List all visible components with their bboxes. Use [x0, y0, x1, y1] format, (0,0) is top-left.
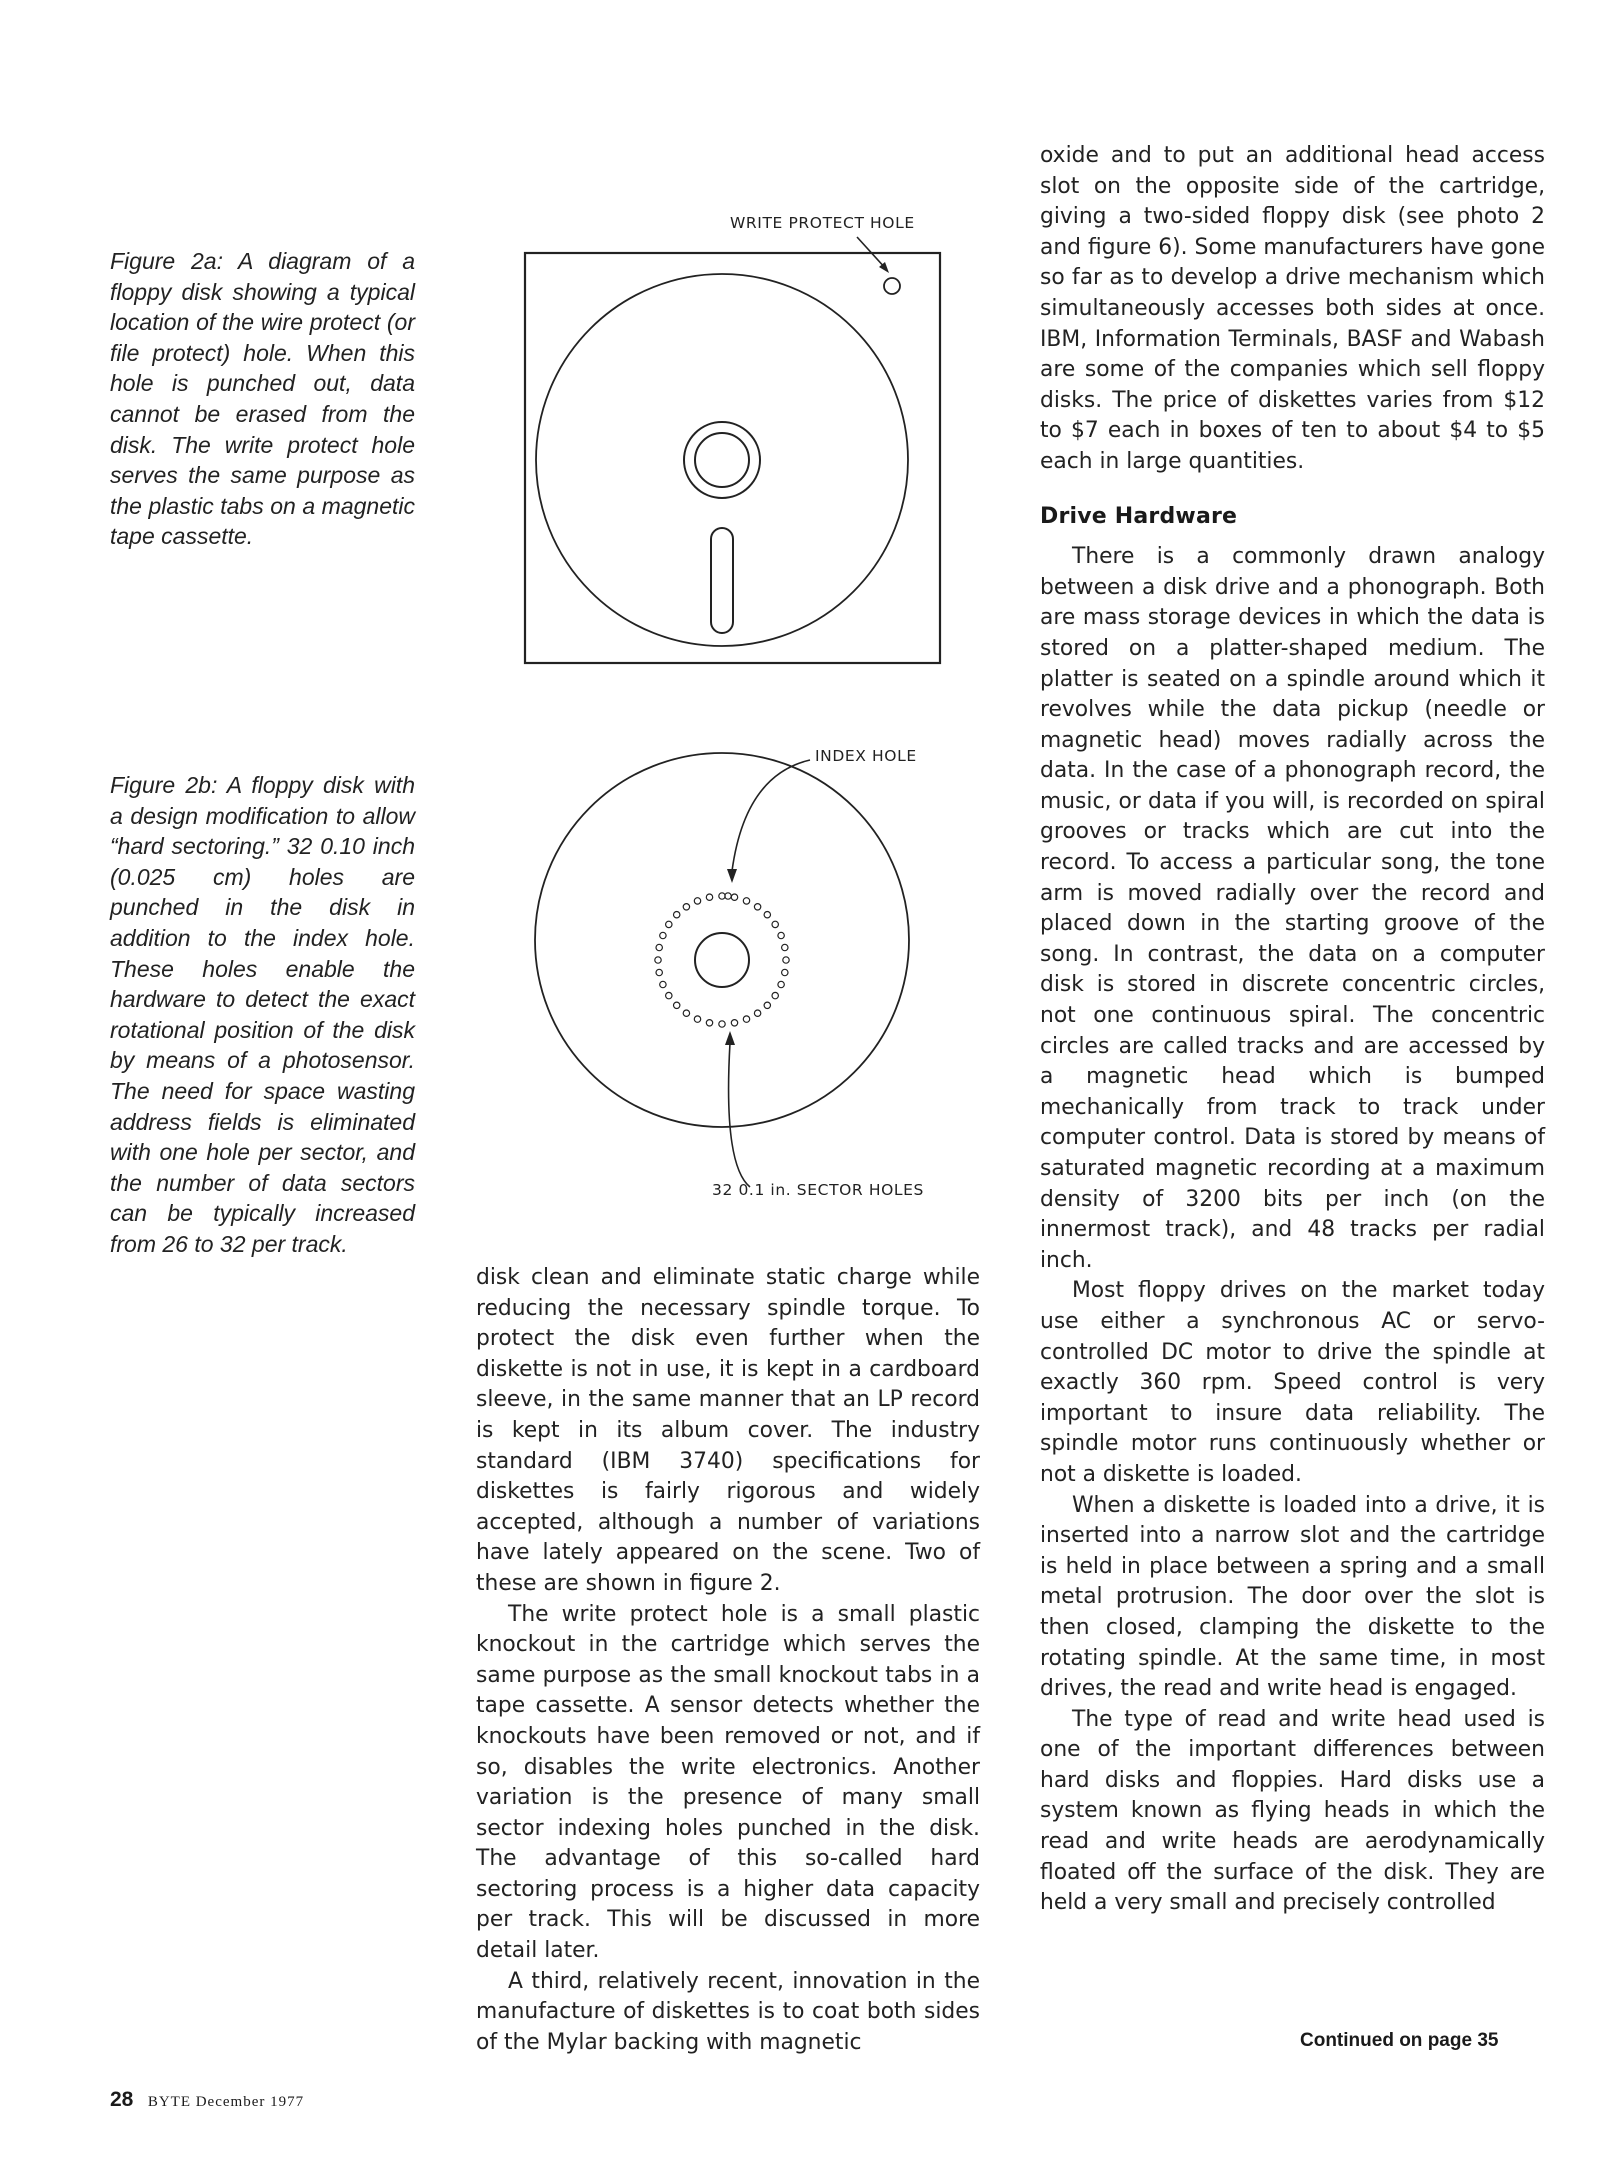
- middle-column-text: [476, 1263, 980, 2058]
- page-number: 28: [110, 2088, 134, 2111]
- body-paragraph: disk clean and eliminate static charge while reducing the necessary spindle torque. To protect the disk even further when the diskette is not in use, it is kept in a cardboard sleeve, in the same manner that an LP record is kept in its album cover. The industry standard (IBM 3740) specifications for diskettes is fairly rigorous and widely accepted, although a number of variations have lately appeared on the scene. Two of these are shown in figure 2.: [476, 1265, 980, 1596]
- sector-hole: [778, 932, 784, 938]
- sector-hole: [683, 1010, 689, 1016]
- sector-hole: [694, 898, 700, 904]
- sector-hole: [764, 912, 770, 918]
- sector-holes-arrow: [729, 1043, 750, 1187]
- sector-hole: [660, 981, 666, 987]
- sector-hole: [743, 898, 749, 904]
- index-hole-arrow: [732, 760, 810, 871]
- hard-sector-spindle-hole: [695, 933, 749, 987]
- sector-hole: [754, 904, 760, 910]
- body-paragraph: The write protect hole is a small plastic knockout in the cartridge which serves the same purpose as the small knockout tabs in a tape cassette. A sensor detects whether the knockouts have been removed or not, and if so, disables the write electronics. Another variation is the presence of many small sector indexing holes punched in the disk. The advantage of this so-called hard sectoring process is a higher data capacity per track. This will be discussed in more detail later.: [476, 1601, 980, 1964]
- body-paragraph: When a diskette is loaded into a drive, it is inserted into a narrow slot and the cartridge is held in place between a spring and a small metal protrusion. The door over the slot is then closed, clamping the diskette to the rotating spindle. At the same time, in most drives, the read and write head is engaged.: [1040, 1492, 1545, 1702]
- sector-hole: [764, 1002, 770, 1008]
- sector-hole: [754, 1010, 760, 1016]
- write-protect-hole-label: WRITE PROTECT HOLE: [730, 214, 915, 232]
- body-paragraph: A third, relatively recent, innovation in the manufacture of diskettes is to coat both sides of the Mylar backing with magnetic: [476, 1968, 980, 2055]
- sector-hole: [783, 957, 789, 963]
- body-paragraph: oxide and to put an additional head access slot on the opposite side of the cartridge, giving a two-sided floppy disk (see photo 2 and figure 6). Some manufacturers have gone so far as to develop a drive mechanism which simultaneously accesses both sides at once. IBM, Information Terminals, BASF and Wabash are some of the companies which sell floppy disks. The price of diskettes varies from $12 to $7 each in boxes of ten to about $4 to $5 each in large quantities.: [1040, 143, 1545, 474]
- figure-2b-diagram: [515, 735, 955, 1205]
- sector-hole: [706, 1020, 712, 1026]
- sector-hole: [778, 981, 784, 987]
- sector-hole: [656, 944, 662, 950]
- figure-2a-diagram: [515, 200, 955, 670]
- sector-hole: [743, 1016, 749, 1022]
- index-hole-label: INDEX HOLE: [815, 747, 917, 765]
- sector-hole: [782, 944, 788, 950]
- spindle-hole-inner: [695, 433, 749, 487]
- sector-hole: [719, 1021, 725, 1027]
- sector-hole: [694, 1016, 700, 1022]
- sector-hole: [674, 1002, 680, 1008]
- write-protect-hole: [884, 278, 900, 294]
- sector-hole: [655, 957, 661, 963]
- sector-hole: [674, 912, 680, 918]
- sector-hole: [731, 894, 737, 900]
- sector-hole: [782, 969, 788, 975]
- index-hole-arrowhead: [727, 869, 737, 883]
- sector-hole: [772, 992, 778, 998]
- disk-platter: [536, 274, 908, 646]
- hard-sector-disk-platter: [535, 753, 909, 1127]
- sector-hole: [666, 921, 672, 927]
- body-paragraph: There is a commonly drawn analogy between a disk drive and a phonograph. Both are mass storage devices in which the data is stored on a platter-shaped medium. The platter is seated on a spindle around which it revolves while the data pickup (needle or magnetic head) moves radially across the data. In the case of a phonograph record, the music, or data if you will, is recorded on spiral grooves or tracks which are cut into the record. To access a particular song, the tone arm is moved radially over the record and placed down in the starting groove of the song. In contrast, the data on a computer disk is stored in discrete concentric circles, not one continuous spiral. The concentric circles are called tracks and are accessed by a magnetic head which is bumped mechanically from track to track under computer control. Data is stored by means of saturated magnetic recording at a maximum density of 3200 bits per inch (on the innermost track), and 48 tracks per radial inch.: [1040, 544, 1545, 1273]
- sector-hole-ring: [655, 893, 789, 1027]
- sector-holes-arrowhead: [725, 1031, 735, 1045]
- sector-holes-label: 32 0.1 in. SECTOR HOLES: [712, 1181, 924, 1199]
- sector-hole: [731, 1020, 737, 1026]
- page-footer: [110, 2088, 304, 2112]
- sector-hole: [772, 921, 778, 927]
- body-paragraph: The type of read and write head used is one of the important differences between hard disks and floppies. Hard disks use a system known as flying heads in which the read and write heads are aerodynamically floated off the surface of the disk. They are held a very small and precisely controlled: [1040, 1706, 1545, 1916]
- sector-hole: [706, 894, 712, 900]
- publication-line: BYTE December 1977: [147, 2094, 305, 2110]
- section-heading: Drive Hardware: [1040, 503, 1238, 529]
- sector-hole: [656, 969, 662, 975]
- sector-hole: [666, 992, 672, 998]
- sector-hole: [683, 904, 689, 910]
- continued-note: Continued on page 35: [1300, 2030, 1499, 2051]
- head-access-slot: [711, 528, 733, 633]
- body-paragraph: Most floppy drives on the market today use either a synchronous AC or servo-controlled DC motor to drive the spindle at exactly 360 rpm. Speed control is very important to insure data reliability. The spindle motor runs continuously whether or not a diskette is loaded.: [1040, 1278, 1545, 1487]
- figure-2b-caption: Figure 2b: A floppy disk with a design modification to allow “hard sectoring.” 32 0.10 inch (0.025 cm) holes are punched in the disk in addition to the index hole. These holes enable the hardware to detect the exact rotational position of the disk by means of a photosensor. The need for space wasting address fields is eliminated with one hole per sector, and the number of data sectors can be typically increased from 26 to 32 per track.: [110, 772, 415, 1257]
- sector-hole: [660, 932, 666, 938]
- figure-2a-caption: Figure 2a: A diagram of a floppy disk showing a typical location of the wire protect (or file protect) hole. When this hole is punched out, data cannot be erased from the disk. The write protect hole serves the same purpose as the plastic tabs on a magnetic tape cassette.: [110, 248, 415, 550]
- right-column-text: [1040, 141, 1545, 1919]
